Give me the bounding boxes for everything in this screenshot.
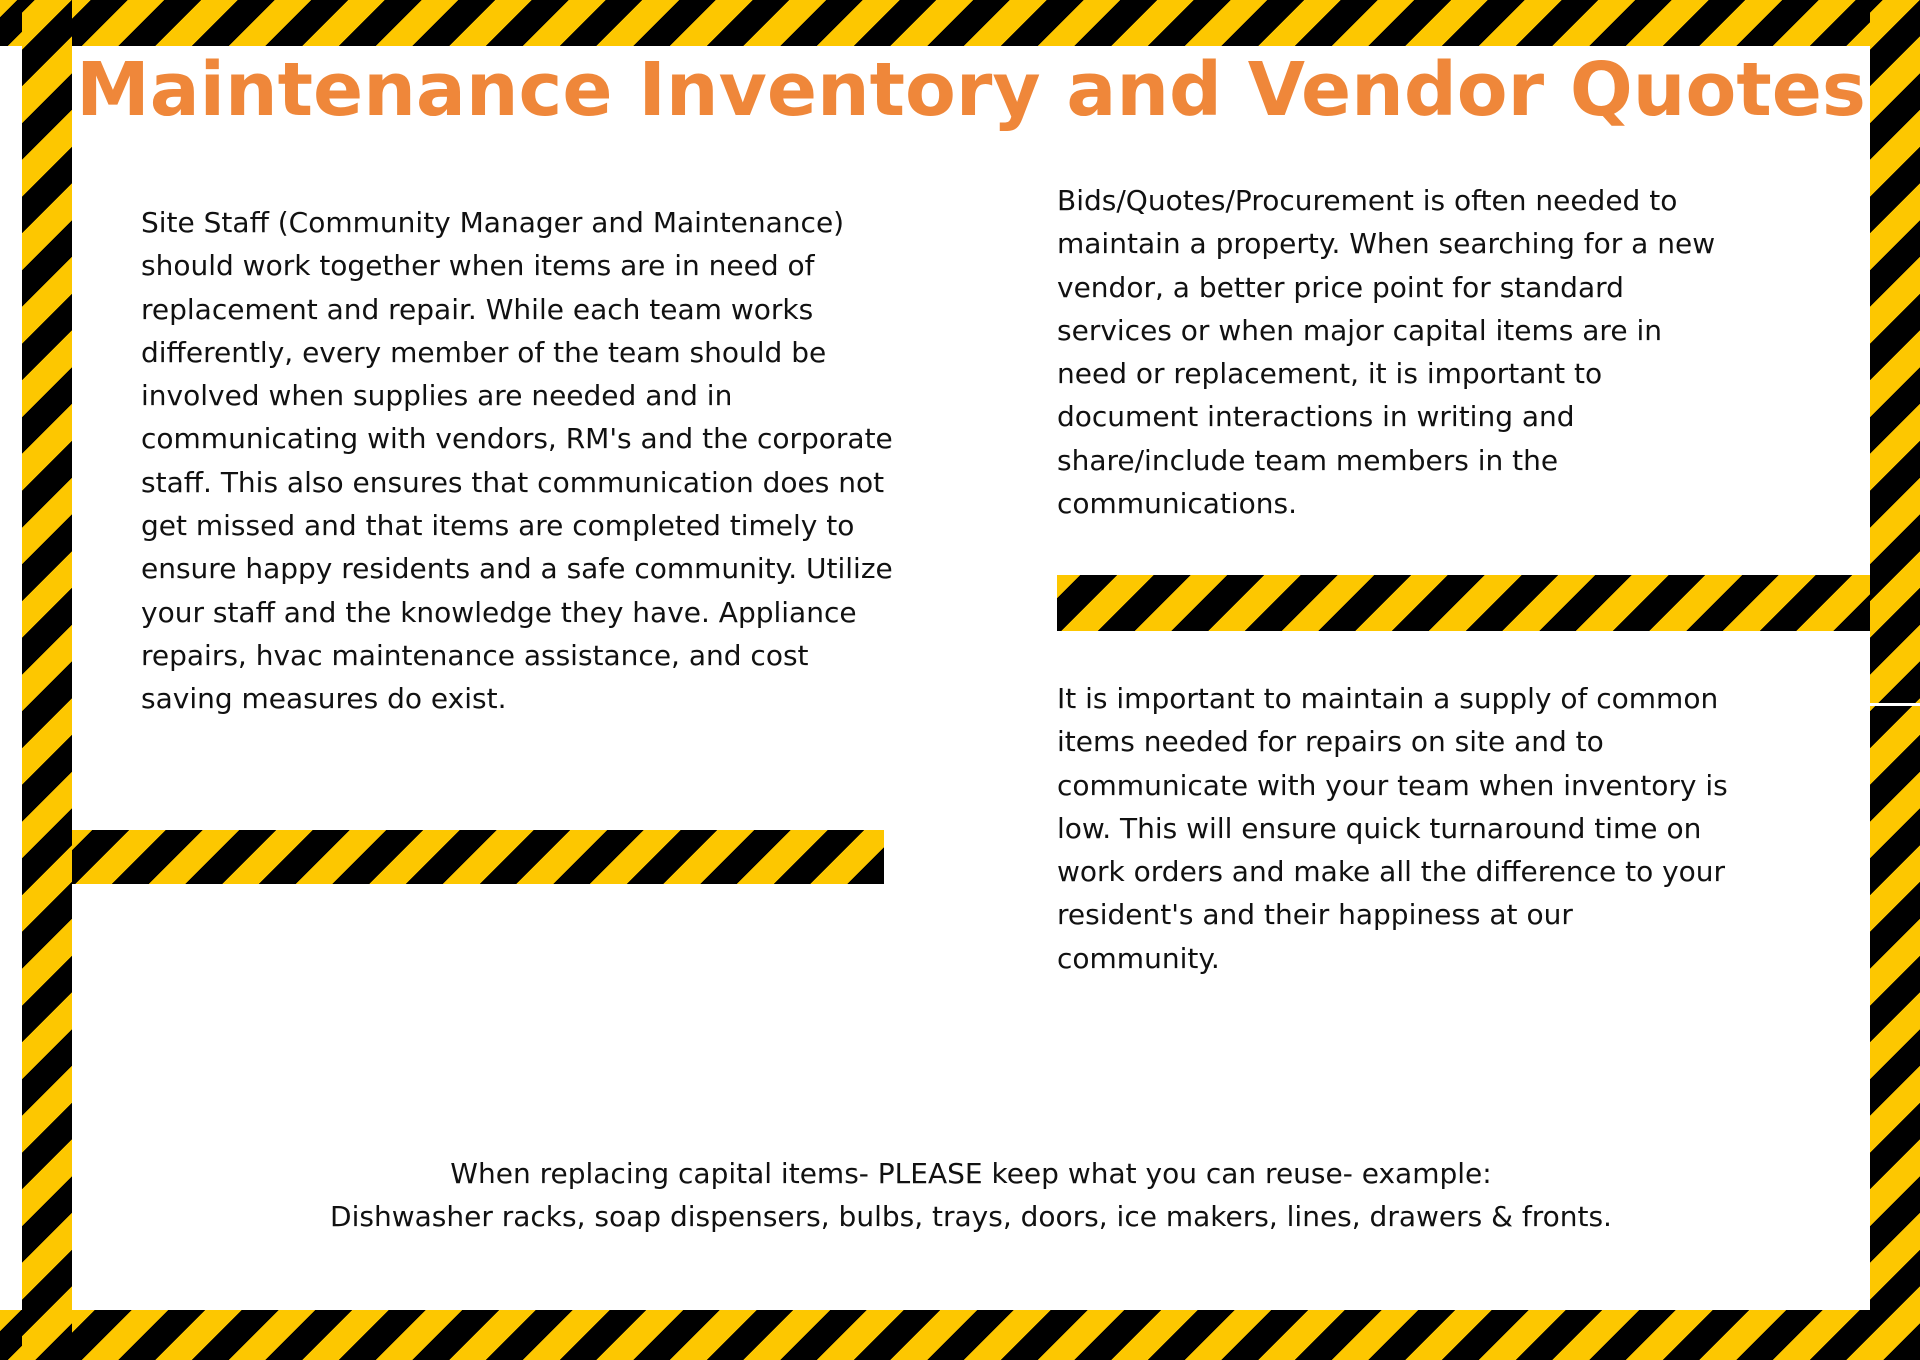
hazard-border-bottom — [0, 1310, 1920, 1360]
hazard-divider-left — [72, 830, 884, 884]
border-seam — [1870, 703, 1920, 706]
inventory-paragraph: It is important to maintain a supply of common items needed for repairs on site and to communicate with your team when inventory is low. This will ensure quick turnaround time on work orders and make all the difference to your resident's and their happiness at our community. — [1057, 682, 1728, 975]
reuse-note — [72, 1152, 1870, 1239]
hazard-border-left — [22, 0, 72, 1360]
page-gutter — [0, 0, 22, 1360]
reuse-note-line-2: Dishwasher racks, soap dispensers, bulbs, trays, doors, ice makers, lines, drawers & fronts. — [330, 1200, 1612, 1234]
reuse-note-line-1: When replacing capital items- PLEASE keep what you can reuse- example: — [450, 1157, 1492, 1190]
procurement-paragraph: Bids/Quotes/Procurement is often needed to maintain a property. When searching for a new vendor, a better price point for standard services or when major capital items are in need or replacement, it is important to document interactions in writing and share/include team members in the communications. — [1057, 184, 1716, 521]
site-staff-paragraph: Site Staff (Community Manager and Maintenance) should work together when items are in need of replacement and repair. While each team works differently, every member of the team should be involved when supplies are needed and in communicating with vendors, RM's and the corporate staff. This also ensures that communication does not get missed and that items are completed timely to ensure happy residents and a safe community. Utilize your staff and the knowledge they have. Appliance repairs, hvac maintenance assistance, and cost saving measures do exist. — [141, 206, 893, 716]
hazard-border-right — [1870, 0, 1920, 1360]
page-title: Maintenance Inventory and Vendor Quotes — [76, 47, 1866, 133]
hazard-divider-right — [1057, 575, 1870, 631]
